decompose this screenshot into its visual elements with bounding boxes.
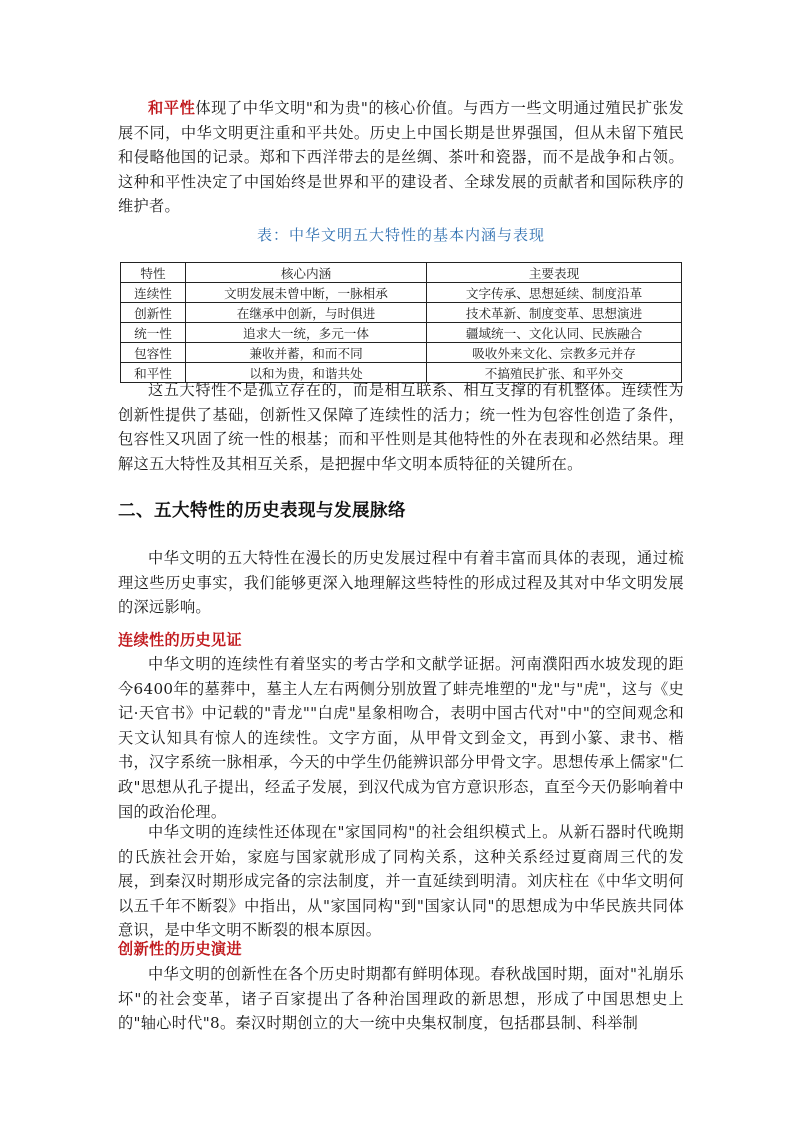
after-table-paragraph: 这五大特性不是孤立存在的，而是相互联系、相互支撑的有机整体。连续性为创新性提供了基础，创新性又保障了连续性的活力；统一性为包容性创造了条件，包容性又巩固了统一性的根基；而和平性则是其他特性的外在表现和必然结果。理解这五大特性及其相互关系，是把握中华文明本质特征的关键所在。 (118, 381, 684, 473)
table-cell: 连续性 (121, 283, 186, 303)
table-cell: 包容性 (121, 343, 186, 363)
innovation-heading-text: 创新性的历史演进 (118, 940, 242, 958)
intro-lead: 和平性 (148, 99, 196, 117)
table-cell: 疆域统一、文化认同、民族融合 (427, 323, 682, 343)
section-intro-paragraph: 中华文明的五大特性在漫长的历史发展过程中有着丰富而具体的表现，通过梳理这些历史事实，我们能够更深入地理解这些特性的形成过程及其对中华文明发展的深远影响。 (118, 549, 684, 617)
table-caption: 表：中华文明五大特性的基本内涵与表现 (256, 226, 545, 244)
table-row (121, 323, 682, 343)
table-cell: 创新性 (121, 303, 186, 323)
table-cell: 不搞殖民扩张、和平外交 (427, 363, 682, 383)
continuity-paragraph-1: 中华文明的连续性有着坚实的考古学和文献学证据。河南濮阳西水坡发现的距今6400年的墓葬中，墓主人左右两侧分别放置了蚌壳堆塑的"龙"与"虎"，这与《史记·天官书》中记载的"青龙""白虎"星象相吻合，表明中国古代对"中"的空间观念和天文认知具有惊人的连续性。文字方面，从甲骨文到金文，再到小篆、隶书、楷书，汉字系统一脉相承，今天的中学生仍能辨识部分甲骨文字。思想传承上儒家"仁政"思想从孔子提出，经孟子发展，到汉代成为官方意识形态，直至今天仍影响着中国的政治伦理。 (118, 655, 684, 821)
table-cell: 文明发展未曾中断，一脉相承 (186, 283, 427, 303)
table-cell: 文字传承、思想延续、制度沿革 (427, 283, 682, 303)
table-header: 核心内涵 (186, 263, 427, 283)
intro-text: 体现了中华文明"和为贵"的核心价值。与西方一些文明通过殖民扩张发展不同，中华文明更注重和平共处。历史上中国长期是世界强国，但从未留下殖民和侵略他国的记录。郑和下西洋带去的是丝绸、茶叶和瓷器，而不是战争和占领。这种和平性决定了中国始终是世界和平的建设者、全球发展的贡献者和国际秩序的维护者。 (118, 99, 684, 216)
innovation-heading (118, 937, 684, 962)
table-cell: 统一性 (121, 323, 186, 343)
continuity-heading (118, 628, 684, 653)
section-title: 二、五大特性的历史表现与发展脉络 (118, 501, 406, 521)
table-row (121, 343, 682, 363)
table-cell: 和平性 (121, 363, 186, 383)
intro-paragraph (118, 96, 684, 219)
continuity-heading-text: 连续性的历史见证 (118, 631, 242, 649)
continuity-paragraph-2: 中华文明的连续性还体现在"家国同构"的社会组织模式上。从新石器时代晚期的氏族社会开始，家庭与国家就形成了同构关系，这种关系经过夏商周三代的发展，到秦汉时期形成完备的宗法制度，并一直延续到明清。刘庆柱在《中华文明何以五千年不断裂》中指出，从"家国同构"到"国家认同"的思想成为中华民族共同体意识，是中华文明不断裂的根本原因。 (118, 823, 684, 940)
table-cell: 追求大一统，多元一体 (186, 323, 427, 343)
table-row (121, 283, 682, 303)
table-cell: 吸收外来文化、宗教多元并存 (427, 343, 682, 363)
table-cell: 兼收并蓄，和而不同 (186, 343, 427, 363)
table-row (121, 303, 682, 323)
table-cell: 以和为贵，和谐共处 (186, 363, 427, 383)
traits-table (120, 262, 682, 383)
table-header: 主要表现 (427, 263, 682, 283)
innovation-paragraph-1: 中华文明的创新性在各个历史时期都有鲜明体现。春秋战国时期，面对"礼崩乐坏"的社会变革，诸子百家提出了各种治国理政的新思想，形成了中国思想史上的"轴心时代"8。秦汉时期创立的大一统中央集权制度，包括郡县制、科举制 (118, 965, 684, 1033)
table-cell: 在继承中创新，与时俱进 (186, 303, 427, 323)
table-header-row (121, 263, 682, 283)
table-cell: 技术革新、制度变革、思想演进 (427, 303, 682, 323)
table-header: 特性 (121, 263, 186, 283)
